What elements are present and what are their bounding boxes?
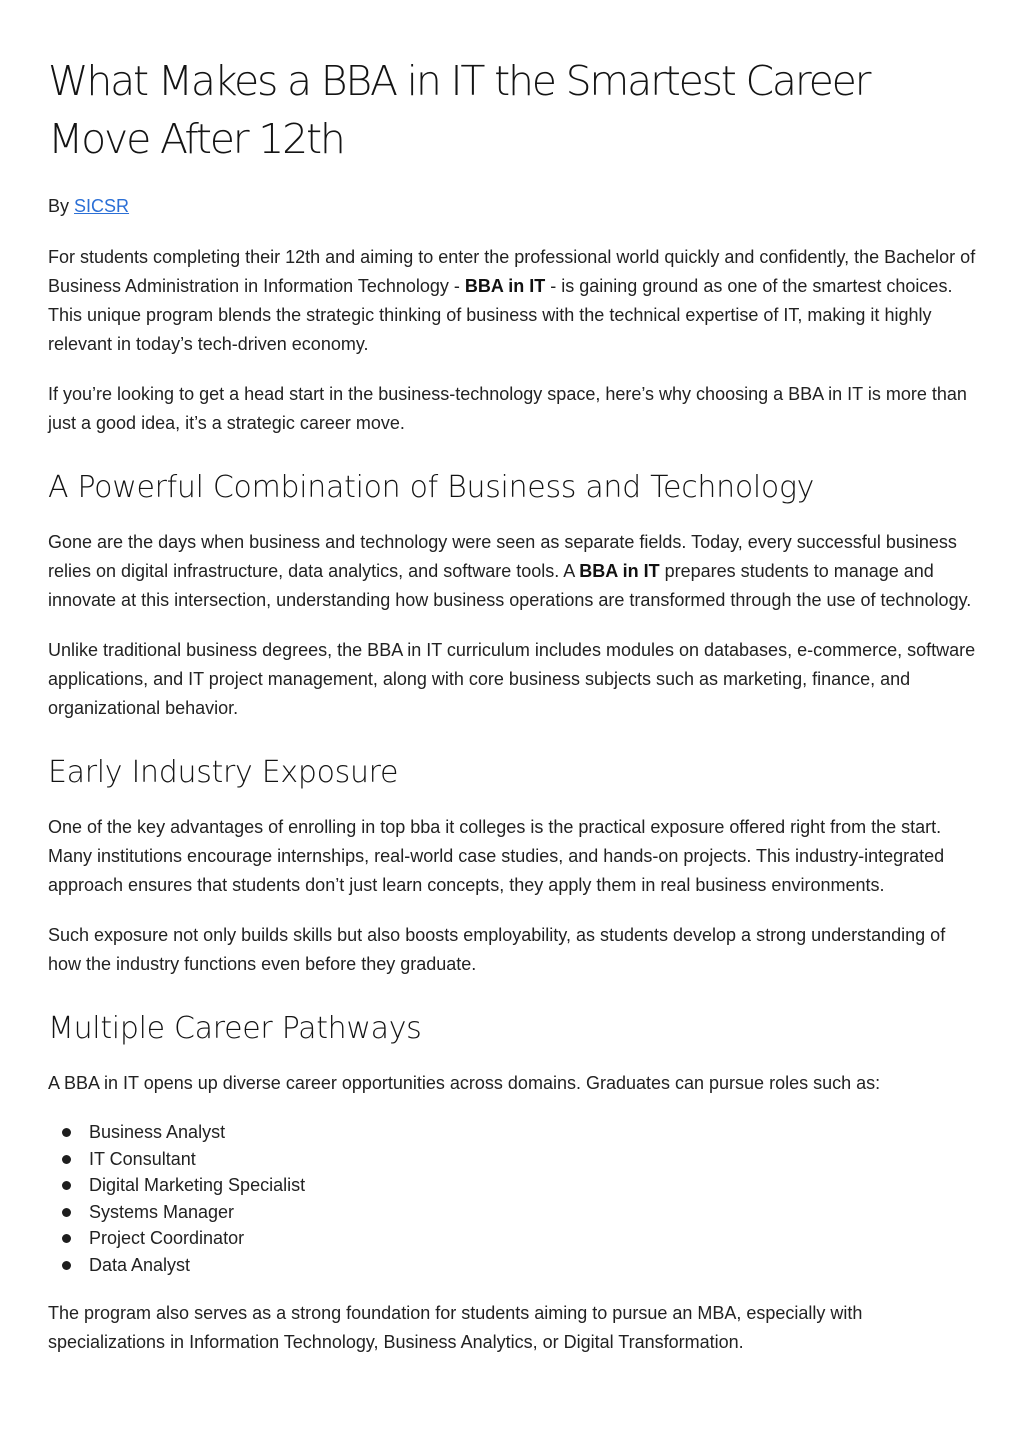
intro-paragraph-1: For students completing their 12th and aiming to enter the professional world quickly and confidently, the Bachelor of Business Administration in Information Technology - BBA in IT - is gaining ground as one of the smartest choices. This unique program blends the strategic thinking of business with the technical expertise of IT, making it highly relevant in today’s tech-driven economy.: [48, 247, 976, 354]
byline: [48, 194, 976, 218]
section-3-paragraph-1: A BBA in IT opens up diverse career opportunities across domains. Graduates can pursue roles such as:: [48, 1073, 881, 1093]
bullet-icon: [62, 1261, 71, 1270]
section-2-paragraph-2: Such exposure not only builds skills but also boosts employability, as students develop a strong understanding of how the industry functions even before they graduate.: [48, 925, 946, 974]
bold-term: BBA in IT: [579, 561, 660, 581]
list-item: Data Analyst: [62, 1252, 976, 1279]
section-heading-business-technology: A Powerful Combination of Business and Technology: [48, 470, 815, 505]
bold-term: BBA in IT: [464, 276, 546, 296]
bullet-icon: [62, 1128, 71, 1137]
bullet-icon: [62, 1208, 71, 1217]
section-1-paragraph-2: Unlike traditional business degrees, the BBA in IT curriculum includes modules on databases, e-commerce, software applications, and IT project management, along with core business subjects such as marketing, finance, and organizational behavior.: [48, 640, 976, 718]
list-item: IT Consultant: [62, 1146, 976, 1173]
list-item: Systems Manager: [62, 1199, 976, 1226]
section-heading-industry-exposure: Early Industry Exposure: [48, 755, 399, 790]
section-heading-career-pathways: Multiple Career Pathways: [48, 1011, 422, 1046]
section-2-paragraph-1: One of the key advantages of enrolling in top bba it colleges is the practical exposure offered right from the start. Many institutions encourage internships, real-world case studies, and hands-on projects. This industry-integrated approach ensures that students don’t just learn concepts, they apply them in real business environments.: [48, 817, 945, 895]
byline-prefix: By: [48, 196, 70, 216]
bullet-icon: [62, 1155, 71, 1164]
bullet-icon: [62, 1181, 71, 1190]
intro-paragraph-2: If you’re looking to get a head start in the business-technology space, here’s why choosing a BBA in IT is more than just a good idea, it’s a strategic career move.: [48, 384, 967, 433]
career-roles-list: [48, 1119, 976, 1278]
author-link[interactable]: SICSR: [74, 196, 130, 216]
bullet-icon: [62, 1234, 71, 1243]
list-item: Digital Marketing Specialist: [62, 1172, 976, 1199]
list-item: Business Analyst: [62, 1119, 976, 1146]
section-3-paragraph-2: The program also serves as a strong foundation for students aiming to pursue an MBA, especially with specializations in Information Technology, Business Analytics, or Digital Transformation.: [48, 1303, 863, 1352]
list-item: Project Coordinator: [62, 1225, 976, 1252]
section-1-paragraph-1: Gone are the days when business and technology were seen as separate fields. Today, every successful business relies on digital infrastructure, data analytics, and software tools. A BBA in IT prepares students to manage and innovate at this intersection, understanding how business operations are transformed through the use of technology.: [48, 532, 972, 610]
article-title: What Makes a BBA in IT the Smartest Career Move After 12th: [48, 57, 870, 163]
